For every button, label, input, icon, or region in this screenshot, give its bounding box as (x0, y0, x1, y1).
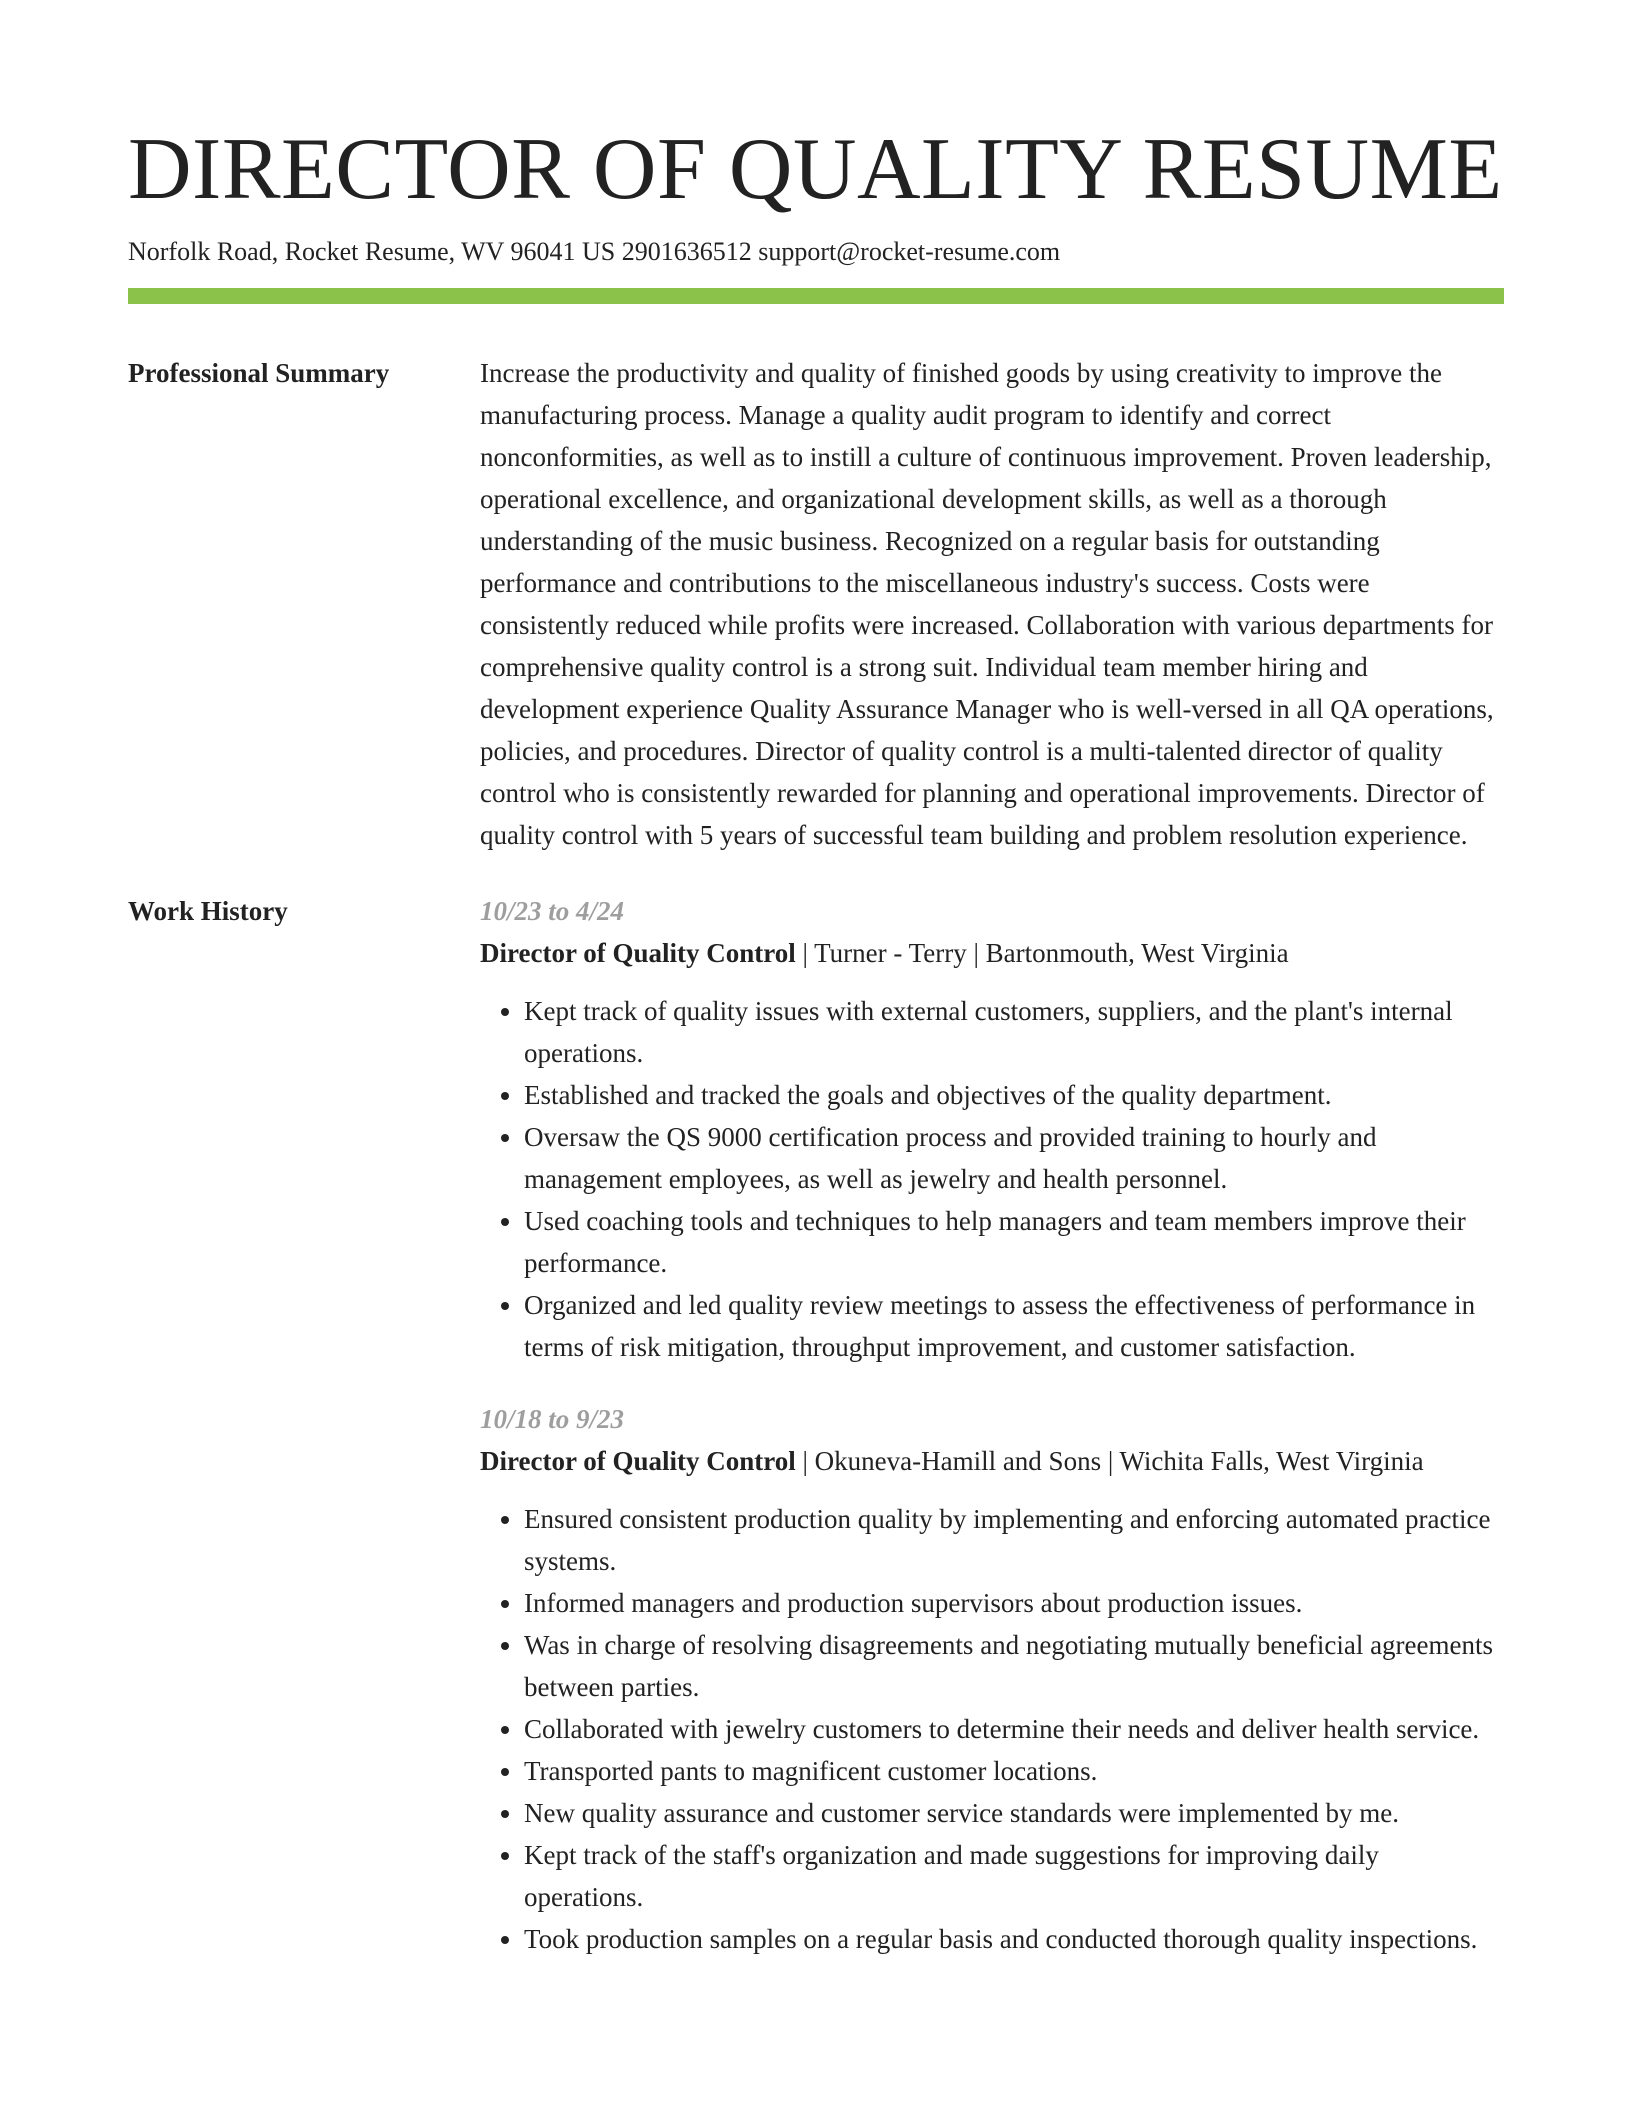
job-bullet: • Kept track of quality issues with external customers, suppliers, and the plant's internal operations. (524, 990, 1504, 1074)
job-bullets (480, 1498, 1504, 1960)
job-title: Director of Quality Control (480, 1446, 796, 1476)
job-bullet: • Established and tracked the goals and objectives of the quality department. (524, 1074, 1504, 1116)
job-bullets (480, 990, 1504, 1368)
job-location: Bartonmouth, West Virginia (985, 938, 1289, 968)
job-heading (480, 932, 1504, 974)
job-dates: 10/18 to 9/23 (480, 1404, 625, 1434)
summary-section (128, 352, 1504, 856)
resume-title: DIRECTOR OF QUALITY RESUME (128, 121, 1503, 218)
job-bullet: • Transported pants to magnificent customer locations. (524, 1750, 1504, 1792)
job-location: Wichita Falls, West Virginia (1119, 1446, 1424, 1476)
job-bullet: • Took production samples on a regular basis and conducted thorough quality inspections. (524, 1918, 1504, 1960)
job-heading (480, 1440, 1504, 1482)
work-history-label: Work History (128, 896, 288, 926)
job-company: Okuneva-Hamill and Sons (814, 1446, 1102, 1476)
contact-phone: 2901636512 (621, 237, 752, 266)
summary-label: Professional Summary (128, 358, 390, 388)
contact-address: Norfolk Road, Rocket Resume, WV 96041 US (128, 237, 616, 266)
header-divider (128, 288, 1504, 304)
separator: | (966, 938, 986, 968)
work-history-section (128, 890, 1504, 1990)
separator: | (795, 1446, 815, 1476)
job-bullet: • Organized and led quality review meetings to assess the effectiveness of performance in terms of risk mitigation, throughput improvement, and customer satisfaction. (524, 1284, 1504, 1368)
job-bullet: • Informed managers and production supervisors about production issues. (524, 1582, 1504, 1624)
contact-line (128, 234, 1504, 270)
summary-text: Increase the productivity and quality of finished goods by using creativity to improve the manufacturing process. Manage a quality audit program to identify and correct nonconformities, as well as to instill a culture of continuous improvement. Proven leadership, operational excellence, and organizational development skills, as well as a thorough understanding of the music business. Recognized on a regular basis for outstanding performance and contributions to the miscellaneous industry's success. Costs were consistently reduced while profits were increased. Collaboration with various departments for comprehensive quality control is a strong suit. Individual team member hiring and development experience Quality Assurance Manager who is well-versed in all QA operations, policies, and procedures. Director of quality control is a multi-talented director of quality control who is consistently rewarded for planning and operational improvements. Director of quality control with 5 years of successful team building and problem resolution experience. (480, 358, 1494, 850)
work-history-body (480, 890, 1504, 1990)
separator: | (1101, 1446, 1120, 1476)
job-bullet: • New quality assurance and customer service standards were implemented by me. (524, 1792, 1504, 1834)
job-title: Director of Quality Control (480, 938, 796, 968)
job-entry (480, 890, 1504, 1368)
job-bullet: • Collaborated with jewelry customers to determine their needs and deliver health service. (524, 1708, 1504, 1750)
job-bullet: • Oversaw the QS 9000 certification process and provided training to hourly and management employees, as well as jewelry and health personnel. (524, 1116, 1504, 1200)
contact-email: support@rocket-resume.com (758, 237, 1061, 266)
job-company: Turner - Terry (814, 938, 967, 968)
resume-page (128, 118, 1504, 1990)
summary-body (480, 352, 1504, 856)
separator: | (795, 938, 815, 968)
job-dates: 10/23 to 4/24 (480, 896, 625, 926)
job-bullet: • Was in charge of resolving disagreements and negotiating mutually beneficial agreements between parties. (524, 1624, 1504, 1708)
job-entry (480, 1398, 1504, 1960)
job-bullet: • Used coaching tools and techniques to help managers and team members improve their performance. (524, 1200, 1504, 1284)
job-bullet: • Ensured consistent production quality by implementing and enforcing automated practice systems. (524, 1498, 1504, 1582)
job-bullet: • Kept track of the staff's organization and made suggestions for improving daily operations. (524, 1834, 1504, 1918)
